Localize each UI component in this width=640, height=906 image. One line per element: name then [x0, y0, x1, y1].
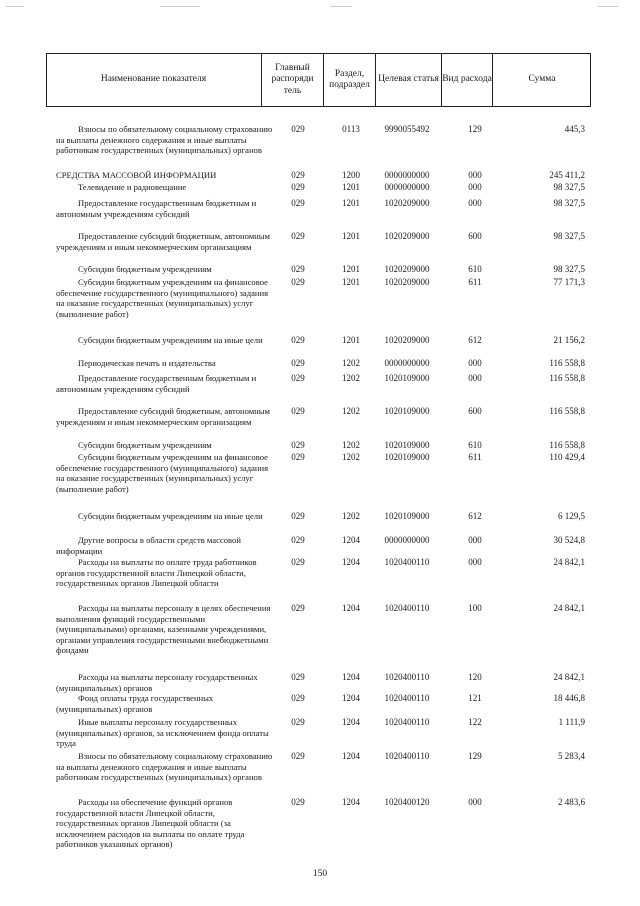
row-razdel: 1201 [342, 198, 360, 208]
row-summa: 116 558,8 [549, 406, 585, 416]
row-celevaya: 1020109000 [384, 440, 430, 450]
row-celevaya: 0000000000 [384, 535, 430, 545]
row-razdel: 1201 [342, 231, 360, 241]
row-vid: 122 [468, 717, 482, 727]
row-name: Субсидии бюджетным учреждениям [78, 440, 212, 450]
row-name: Телевидение и радиовещание [78, 182, 187, 192]
row-razdel: 1202 [342, 440, 360, 450]
row-razdel: 1202 [342, 452, 360, 462]
row-summa: 24 842,1 [553, 672, 585, 682]
row-razdel: 1204 [342, 751, 360, 761]
row-summa: 98 327,5 [553, 231, 585, 241]
header-razdel: Раздел, подраздел [329, 68, 370, 90]
row-razdel: 0113 [342, 124, 360, 134]
row-summa: 98 327,5 [553, 182, 585, 192]
row-name: Периодическая печать и издательства [78, 358, 216, 368]
row-celevaya: 1020209000 [384, 264, 430, 274]
row-vid: 129 [468, 751, 482, 761]
row-vid: 600 [468, 231, 482, 241]
row-name: Предоставление субсидий бюджетным, автономным учреждениям и иным некоммерческим организациям [56, 406, 270, 427]
row-razdel: 1202 [342, 511, 360, 521]
row-celevaya: 1020109000 [384, 452, 430, 462]
row-glavny: 029 [291, 231, 305, 241]
row-glavny: 029 [291, 277, 305, 287]
row-summa: 98 327,5 [553, 198, 585, 208]
row-name: Взносы по обязательному социальному страхованию на выплаты денежного содержания и иные выплаты работникам государственных (муниципальных) органов [56, 124, 273, 156]
scan-speck [6, 6, 24, 7]
row-vid: 000 [468, 797, 482, 807]
row-summa: 24 842,1 [553, 603, 585, 613]
row-celevaya: 1020209000 [384, 231, 430, 241]
row-celevaya: 0000000000 [384, 358, 430, 368]
row-name: Другие вопросы в области средств массовой информации [56, 535, 241, 556]
row-summa: 1 111,9 [558, 717, 585, 727]
row-glavny: 029 [291, 124, 305, 134]
row-summa: 6 129,5 [558, 511, 585, 521]
row-razdel: 1201 [342, 335, 360, 345]
row-name: Иные выплаты персоналу государственных (муниципальных) органов, за исключением фонда оплаты труда [56, 717, 269, 749]
row-vid: 612 [468, 335, 482, 345]
row-glavny: 029 [291, 557, 305, 567]
row-glavny: 029 [291, 603, 305, 613]
row-celevaya: 1020209000 [384, 335, 430, 345]
row-vid: 610 [468, 264, 482, 274]
row-celevaya: 1020109000 [384, 406, 430, 416]
row-name: Субсидии бюджетным учреждениям на финансовое обеспечение государственного (муниципального) задания на оказание государственных (муниципальных) услуг (выполнение работ) [56, 452, 269, 494]
row-summa: 445,3 [564, 124, 585, 134]
row-glavny: 029 [291, 373, 305, 383]
row-razdel: 1204 [342, 557, 360, 567]
scan-speck [160, 6, 200, 7]
row-razdel: 1204 [342, 535, 360, 545]
row-glavny: 029 [291, 440, 305, 450]
row-razdel: 1200 [342, 170, 360, 180]
row-name: Субсидии бюджетным учреждениям на иные цели [78, 335, 263, 345]
row-name: Субсидии бюджетным учреждениям [78, 264, 212, 274]
row-name: СРЕДСТВА МАССОВОЙ ИНФОРМАЦИИ [56, 170, 217, 180]
scan-speck [598, 6, 618, 7]
row-vid: 611 [468, 452, 482, 462]
row-glavny: 029 [291, 717, 305, 727]
row-glavny: 029 [291, 535, 305, 545]
row-celevaya: 1020109000 [384, 373, 430, 383]
row-vid: 121 [468, 693, 482, 703]
row-celevaya: 0000000000 [384, 170, 430, 180]
row-razdel: 1204 [342, 603, 360, 613]
row-glavny: 029 [291, 170, 305, 180]
row-glavny: 029 [291, 198, 305, 208]
row-celevaya: 1020400110 [384, 693, 430, 703]
row-summa: 116 558,8 [549, 358, 585, 368]
row-summa: 18 446,8 [553, 693, 585, 703]
row-celevaya: 1020400110 [384, 557, 430, 567]
row-name: Расходы на обеспечение функций органов государственной власти Липецкой области, государственных органов Липецкой области (за исключением расходов на выплаты по оплате труда работников указанных органов) [56, 797, 245, 850]
row-vid: 000 [468, 182, 482, 192]
row-name: Субсидии бюджетным учреждениям на финансовое обеспечение государственного (муниципального) задания на оказание государственных (муниципальных) услуг (выполнение работ) [56, 277, 269, 319]
row-summa: 77 171,3 [553, 277, 585, 287]
row-celevaya: 1020400120 [384, 797, 430, 807]
row-summa: 116 558,8 [549, 373, 585, 383]
header-vid: Вид расхода [442, 74, 492, 85]
row-name: Субсидии бюджетным учреждениям на иные цели [78, 511, 263, 521]
row-celevaya: 1020400110 [384, 717, 430, 727]
row-summa: 110 429,4 [549, 452, 585, 462]
row-celevaya: 9990055492 [384, 124, 430, 134]
row-vid: 000 [468, 170, 482, 180]
row-razdel: 1202 [342, 358, 360, 368]
row-vid: 120 [468, 672, 482, 682]
row-vid: 129 [468, 124, 482, 134]
header-celevaya: Целевая статья [378, 74, 439, 85]
row-razdel: 1201 [342, 264, 360, 274]
row-razdel: 1204 [342, 672, 360, 682]
row-summa: 21 156,2 [553, 335, 585, 345]
row-glavny: 029 [291, 182, 305, 192]
row-summa: 2 483,6 [558, 797, 585, 807]
row-name: Расходы на выплаты персоналу государственных (муниципальных) органов [56, 672, 258, 693]
row-razdel: 1201 [342, 277, 360, 287]
row-vid: 000 [468, 535, 482, 545]
row-glavny: 029 [291, 335, 305, 345]
row-name: Предоставление государственным бюджетным и автономным учреждениям субсидий [56, 373, 257, 394]
row-vid: 612 [468, 511, 482, 521]
scan-speck [330, 6, 352, 7]
row-vid: 000 [468, 358, 482, 368]
row-razdel: 1202 [342, 373, 360, 383]
row-glavny: 029 [291, 797, 305, 807]
row-summa: 116 558,8 [549, 440, 585, 450]
row-summa: 245 411,2 [549, 170, 585, 180]
row-vid: 100 [468, 603, 482, 613]
header-summa: Сумма [528, 74, 556, 85]
row-glavny: 029 [291, 751, 305, 761]
row-name: Предоставление государственным бюджетным и автономным учреждениям субсидий [56, 198, 257, 219]
row-vid: 000 [468, 373, 482, 383]
row-vid: 611 [468, 277, 482, 287]
row-vid: 000 [468, 557, 482, 567]
row-razdel: 1204 [342, 797, 360, 807]
row-glavny: 029 [291, 406, 305, 416]
row-glavny: 029 [291, 264, 305, 274]
row-celevaya: 1020400110 [384, 603, 430, 613]
row-summa: 98 327,5 [553, 264, 585, 274]
row-name: Расходы на выплаты по оплате труда работников органов государственной власти Липецкой области, государственных органов Липецкой области [56, 557, 257, 589]
row-vid: 600 [468, 406, 482, 416]
row-summa: 24 842,1 [553, 557, 585, 567]
row-glavny: 029 [291, 511, 305, 521]
row-vid: 610 [468, 440, 482, 450]
row-name: Взносы по обязательному социальному страхованию на выплаты денежного содержания и иные выплаты работникам государственных (муниципальных) органов [56, 751, 273, 783]
row-celevaya: 1020400110 [384, 751, 430, 761]
row-glavny: 029 [291, 672, 305, 682]
row-name: Предоставление субсидий бюджетным, автономным учреждениям и иным некоммерческим организациям [56, 231, 270, 252]
row-glavny: 029 [291, 693, 305, 703]
header-name: Наименование показателя [100, 74, 207, 85]
row-razdel: 1202 [342, 406, 360, 416]
row-vid: 000 [468, 198, 482, 208]
row-glavny: 029 [291, 358, 305, 368]
row-celevaya: 1020400110 [384, 672, 430, 682]
row-summa: 30 524,8 [553, 535, 585, 545]
row-celevaya: 0000000000 [384, 182, 430, 192]
header-glavny: Главный распоряди тель [271, 62, 314, 96]
row-summa: 5 283,4 [558, 751, 585, 761]
row-name: Фонд оплаты труда государственных (муниципальных) органов [56, 693, 214, 714]
row-razdel: 1204 [342, 693, 360, 703]
row-celevaya: 1020209000 [384, 277, 430, 287]
row-razdel: 1204 [342, 717, 360, 727]
row-celevaya: 1020109000 [384, 511, 430, 521]
row-razdel: 1201 [342, 182, 360, 192]
page-number: 150 [312, 869, 328, 879]
row-name: Расходы на выплаты персоналу в целях обеспечения выполнения функций государственными (муниципальными) органами, казенными учреждениями, органами управления государственными внебюджетными фондами [56, 603, 271, 656]
row-glavny: 029 [291, 452, 305, 462]
row-celevaya: 1020209000 [384, 198, 430, 208]
